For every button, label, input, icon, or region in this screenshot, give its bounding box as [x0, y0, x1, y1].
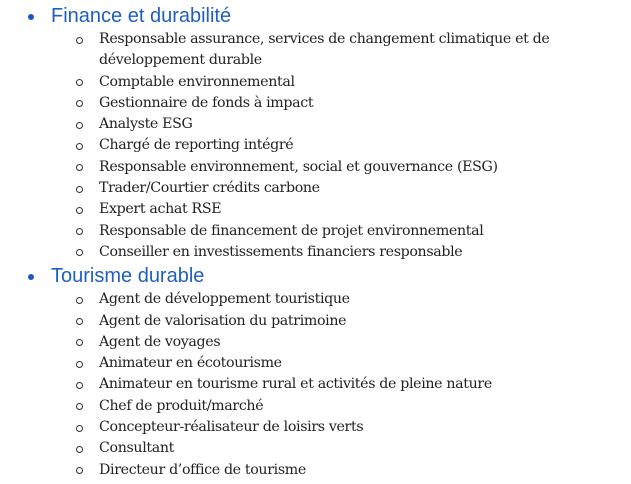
hollow-bullet-icon — [76, 297, 83, 304]
list-item: Directeur d’office de tourisme — [0, 460, 631, 481]
list-item: Trader/Courtier crédits carbone — [0, 178, 631, 199]
hollow-bullet-icon — [76, 122, 83, 129]
list-item: Concepteur-réalisateur de loisirs verts — [0, 417, 631, 438]
list-item: Agent de développement touristique — [0, 289, 631, 310]
list-item: Animateur en écotourisme — [0, 353, 631, 374]
hollow-bullet-icon — [76, 249, 83, 256]
hollow-bullet-icon — [76, 37, 83, 44]
section-finance — [0, 3, 631, 263]
section-header — [0, 263, 631, 289]
list-item: Gestionnaire de fonds à impact — [0, 93, 631, 114]
hollow-bullet-icon — [76, 164, 83, 171]
hollow-bullet-icon — [76, 318, 83, 325]
section-title: Finance et durabilité — [51, 5, 232, 27]
hollow-bullet-icon — [76, 186, 83, 193]
hollow-bullet-icon — [76, 425, 83, 432]
filled-bullet-icon — [28, 274, 34, 280]
section-header — [0, 3, 631, 29]
hollow-bullet-icon — [76, 100, 83, 107]
list-item: Analyste ESG — [0, 114, 631, 135]
hollow-bullet-icon — [76, 403, 83, 410]
list-item: Agent de valorisation du patrimoine — [0, 311, 631, 332]
hollow-bullet-icon — [76, 382, 83, 389]
list-item: Responsable environnement, social et gouvernance (ESG) — [0, 157, 631, 178]
list-item: Comptable environnemental — [0, 72, 631, 93]
hollow-bullet-icon — [76, 339, 83, 346]
list-item: Responsable de financement de projet environnemental — [0, 221, 631, 242]
hollow-bullet-icon — [76, 207, 83, 214]
career-list — [0, 3, 631, 481]
list-item: Chef de produit/marché — [0, 396, 631, 417]
hollow-bullet-icon — [76, 361, 83, 368]
section-tourisme — [0, 263, 631, 481]
filled-bullet-icon — [28, 14, 34, 20]
list-item: Agent de voyages — [0, 332, 631, 353]
job-list — [0, 29, 631, 263]
list-item: Conseiller en investissements financiers responsable — [0, 242, 631, 263]
section-title: Tourisme durable — [51, 265, 205, 288]
list-item: Animateur en tourisme rural et activités de pleine nature — [0, 374, 631, 395]
list-item: Consultant — [0, 438, 631, 459]
hollow-bullet-icon — [76, 79, 83, 86]
hollow-bullet-icon — [76, 446, 83, 453]
list-item: Chargé de reporting intégré — [0, 135, 631, 156]
hollow-bullet-icon — [76, 467, 83, 474]
hollow-bullet-icon — [76, 228, 83, 235]
job-list — [0, 289, 631, 481]
hollow-bullet-icon — [76, 143, 83, 150]
list-item: Responsable assurance, services de changement climatique et de développement durable — [0, 29, 631, 72]
list-item: Expert achat RSE — [0, 199, 631, 220]
